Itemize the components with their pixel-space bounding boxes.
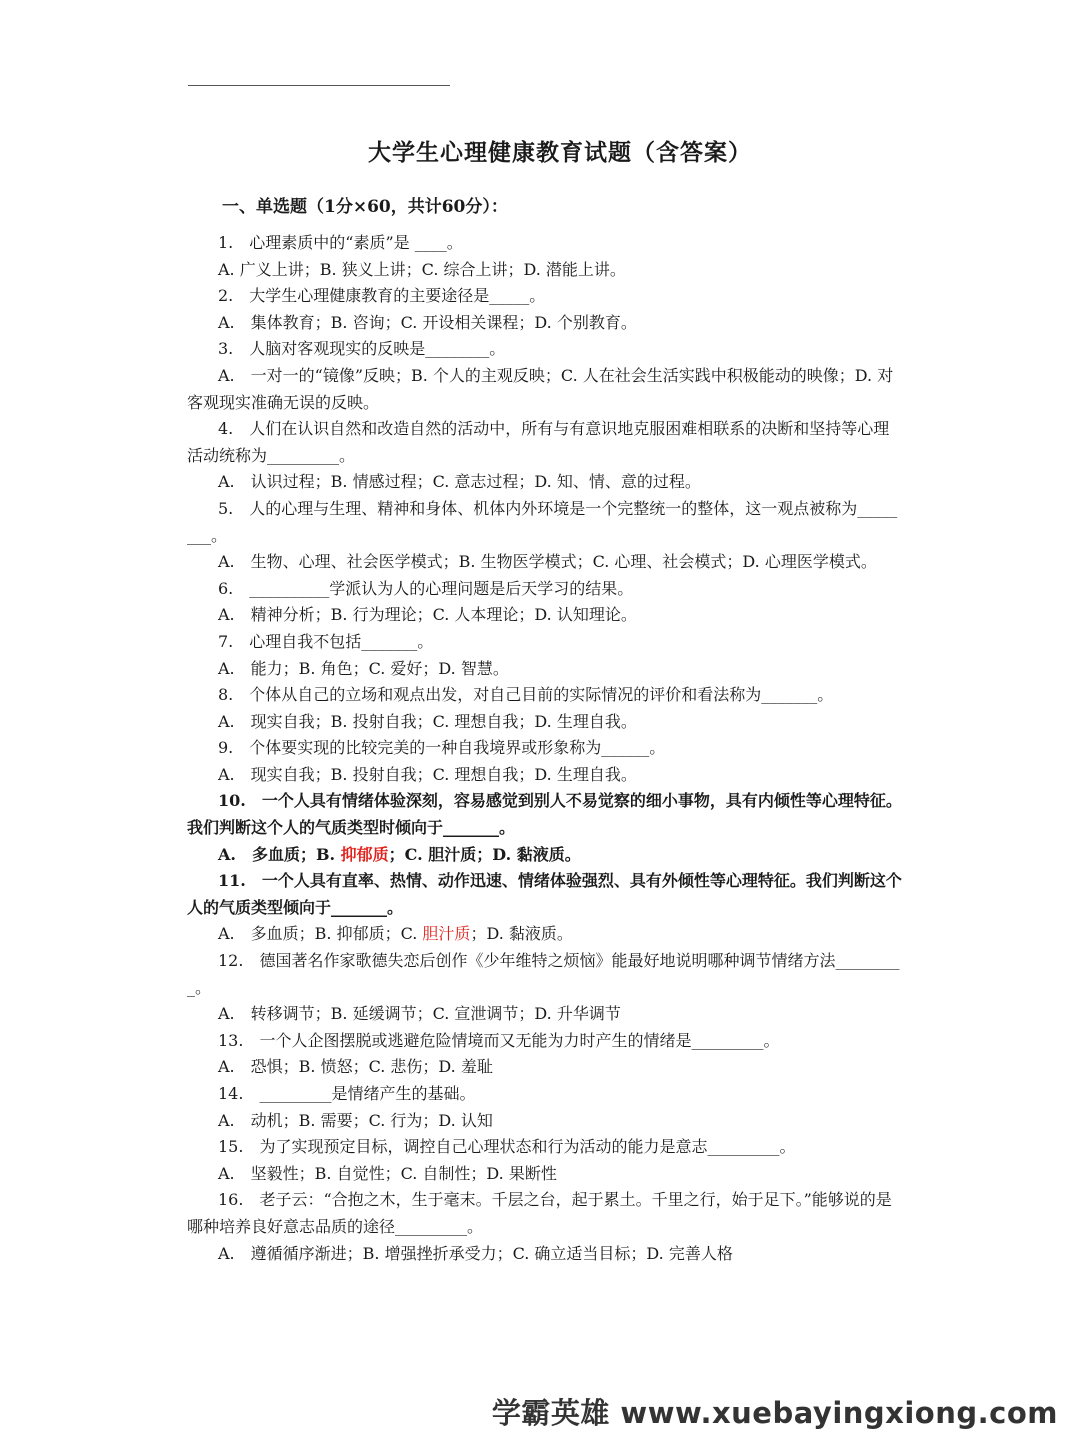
site-watermark: 学霸英雄 www.xuebayingxiong.com bbox=[491, 1396, 1058, 1430]
question-7: 7. 心理自我不包括_______。 bbox=[218, 631, 434, 651]
question-3: 3. 人脑对客观现实的反映是________。 bbox=[218, 339, 506, 359]
options-16: A. 遵循循序渐进；B. 增强挫折承受力；C. 确立适当目标；D. 完善人格 bbox=[218, 1243, 733, 1263]
options-10-pre: A. 多血质；B. bbox=[218, 844, 341, 864]
question-13: 13. 一个人企图摆脱或逃避危险情境而又无能为力时产生的情绪是_________。 bbox=[218, 1030, 780, 1050]
question-15: 15. 为了实现预定目标，调控自己心理状态和行为活动的能力是意志_________。 bbox=[218, 1137, 796, 1157]
question-5: 5. 人的心理与生理、精神和身体、机体内外环境是一个完整统一的整体，这一观点被称为________。 bbox=[187, 498, 898, 545]
options-4: A. 认识过程；B. 情感过程；C. 意志过程；D. 知、情、意的过程。 bbox=[218, 472, 701, 492]
page-title: 大学生心理健康教育试题（含答案） bbox=[368, 139, 752, 166]
options-1: A. 广义上讲；B. 狭义上讲；C. 综合上讲；D. 潜能上讲。 bbox=[218, 259, 626, 279]
question-4: 4. 人们在认识自然和改造自然的活动中，所有与有意识地克服困难相联系的决断和坚持等心理活动统称为_________。 bbox=[187, 419, 890, 465]
options-9: A. 现实自我；B. 投射自我；C. 理想自我；D. 生理自我。 bbox=[218, 764, 637, 784]
options-6: A. 精神分析；B. 行为理论；C. 人本理论；D. 认知理论。 bbox=[218, 605, 637, 625]
question-1: 1. 心理素质中的“素质”是 ____。 bbox=[218, 233, 463, 252]
options-11-post: ；D. 黏液质。 bbox=[470, 924, 573, 944]
question-11: 11. 一个人具有直率、热情、动作迅速、情绪体验强烈、具有外倾性等心理特征。我们判断这个人的气质类型倾向于_______。 bbox=[187, 871, 902, 917]
question-8: 8. 个体从自己的立场和观点出发，对自己目前的实际情况的评价和看法称为_______。 bbox=[218, 685, 834, 705]
options-7: A. 能力；B. 角色；C. 爱好；D. 智慧。 bbox=[218, 658, 509, 678]
options-8: A. 现实自我；B. 投射自我；C. 理想自我；D. 生理自我。 bbox=[218, 711, 637, 731]
question-10: 10. 一个人具有情绪体验深刻，容易感觉到别人不易觉察的细小事物，具有内倾性等心理特征。我们判断这个人的气质类型时倾向于_______。 bbox=[187, 791, 902, 838]
options-11 bbox=[187, 921, 902, 948]
options-11-pre: A. 多血质；B. 抑郁质；C. bbox=[218, 924, 423, 944]
question-12: 12. 德国著名作家歌德失恋后创作《少年维特之烦恼》能最好地说明哪种调节情绪方法_________。 bbox=[187, 951, 900, 997]
question-14: 14. _________是情绪产生的基础。 bbox=[218, 1084, 476, 1103]
question-9: 9. 个体要实现的比较完美的一种自我境界或形象称为______。 bbox=[218, 738, 666, 758]
options-3: A. 一对一的“镜像”反映；B. 个人的主观反映；C. 人在社会生活实践中积极能动的映像；D. 对客观现实准确无误的反映。 bbox=[187, 365, 894, 412]
options-12: A. 转移调节；B. 延缓调节；C. 宣泄调节；D. 升华调节 bbox=[218, 1004, 621, 1024]
question-16: 16. 老子云：“合抱之木，生于毫末。千层之台，起于累土。千里之行，始于足下。”能够说的是哪种培养良好意志品质的途径_________。 bbox=[187, 1190, 892, 1236]
options-10-post: ；C. 胆汁质；D. 黏液质。 bbox=[388, 844, 581, 864]
options-14: A. 动机；B. 需要；C. 行为；D. 认知 bbox=[218, 1110, 493, 1130]
answer-highlight-10: 抑郁质 bbox=[340, 844, 389, 864]
options-13: A. 恐惧；B. 愤怒；C. 悲伤；D. 羞耻 bbox=[218, 1057, 493, 1077]
section-heading: 一、单选题（1分×60，共计60分）： bbox=[222, 197, 508, 217]
question-2: 2. 大学生心理健康教育的主要途径是_____。 bbox=[218, 286, 546, 306]
header-rule bbox=[188, 85, 450, 86]
answer-highlight-11: 胆汁质 bbox=[422, 924, 471, 944]
question-6: 6. __________学派认为人的心理问题是后天学习的结果。 bbox=[218, 578, 634, 598]
options-15: A. 坚毅性；B. 自觉性；C. 自制性；D. 果断性 bbox=[218, 1163, 557, 1183]
options-10 bbox=[187, 842, 902, 869]
question-body bbox=[187, 230, 902, 1267]
options-2: A. 集体教育；B. 咨询；C. 开设相关课程；D. 个别教育。 bbox=[218, 312, 637, 332]
options-5: A. 生物、心理、社会医学模式；B. 生物医学模式；C. 心理、社会模式；D. 心理医学模式。 bbox=[218, 552, 877, 572]
